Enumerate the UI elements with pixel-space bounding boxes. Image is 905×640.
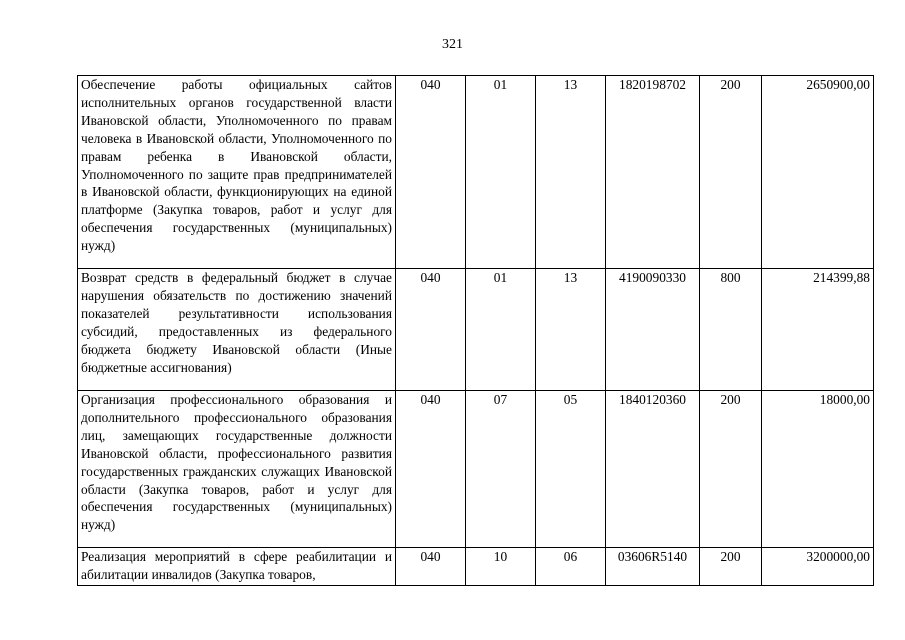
amount-value: 18000,00 [762,391,874,548]
amount-value: 2650900,00 [762,76,874,269]
ministry-code: 040 [396,269,466,391]
subsection-code: 13 [536,269,606,391]
ministry-code: 040 [396,391,466,548]
subsection-code: 05 [536,391,606,548]
expense-type-code: 200 [700,548,762,586]
table-row [78,76,874,269]
subsection-code: 06 [536,548,606,586]
amount-value: 3200000,00 [762,548,874,586]
ministry-code: 040 [396,548,466,586]
table-row [78,548,874,586]
row-description: Реализация мероприятий в сфере реабилитации и абилитации инвалидов (Закупка товаров, [78,548,396,586]
page-number: 321 [442,37,463,52]
budget-table [77,75,874,586]
row-description: Организация профессионального образования и дополнительного профессионального образования лиц, замещающих государственные должности Ивановской области, профессионального развития государственных гражданских служащих Ивановской области (Закупка товаров, работ и услуг для обеспечения государственных (муниципальных) нужд) [78,391,396,548]
section-code: 01 [466,269,536,391]
target-article-code: 1820198702 [606,76,700,269]
section-code: 10 [466,548,536,586]
expense-type-code: 200 [700,391,762,548]
table-row [78,391,874,548]
target-article-code: 4190090330 [606,269,700,391]
row-description: Возврат средств в федеральный бюджет в случае нарушения обязательств по достижению значений показателей результативности использования субсидий, предоставленных из федерального бюджета бюджету Ивановской области (Иные бюджетные ассигнования) [78,269,396,391]
table-row [78,269,874,391]
expense-type-code: 800 [700,269,762,391]
row-description: Обеспечение работы официальных сайтов исполнительных органов государственной власти Ивановской области, Уполномоченного по правам человека в Ивановской области, Уполномоченного по правам ребенка в Ивановской области, Уполномоченного по защите прав предпринимателей в Ивановской области, функционирующих на единой платформе (Закупка товаров, работ и услуг для обеспечения государственных (муниципальных) нужд) [78,76,396,269]
ministry-code: 040 [396,76,466,269]
subsection-code: 13 [536,76,606,269]
section-code: 07 [466,391,536,548]
expense-type-code: 200 [700,76,762,269]
target-article-code: 1840120360 [606,391,700,548]
target-article-code: 03606R5140 [606,548,700,586]
amount-value: 214399,88 [762,269,874,391]
section-code: 01 [466,76,536,269]
